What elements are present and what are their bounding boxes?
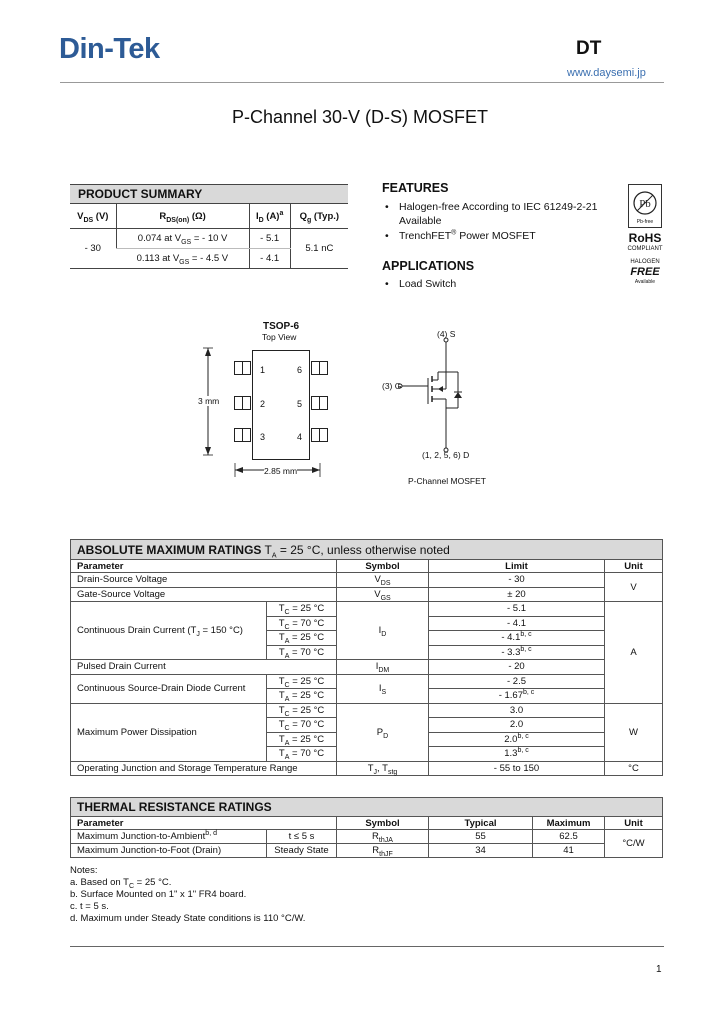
pin-label-4: 4: [297, 432, 303, 442]
limit-temperature: - 55 to 150: [429, 761, 605, 776]
th-row2-symbol: $R_{thJF}$: [337, 844, 429, 858]
th-col-typical: Typical: [429, 817, 533, 830]
param-gate-source-voltage: Gate-Source Voltage: [71, 587, 337, 602]
halogen-label: HALOGEN: [630, 259, 660, 265]
feature-trenchfet: • TrenchFET® Power MOSFET: [399, 230, 536, 242]
symbol-tj-tstg: $T_J$, $T_{stg}$: [337, 761, 429, 776]
source-pin-label: (4) S: [437, 329, 456, 339]
pin-label-6: 6: [297, 365, 303, 375]
company-logo: Din-Tek: [59, 33, 160, 65]
col-qg: $Q_g$ (Typ.): [290, 204, 348, 229]
package-width-label: 2.85 mm: [264, 466, 298, 476]
cond-pd-tc-70: $T_C = 70$ °C: [267, 718, 337, 733]
footer-divider: [70, 946, 664, 947]
limit-pd-3: 2.0$^{b, c}$: [429, 732, 605, 747]
note-c: c. t = 5 s.: [70, 901, 109, 912]
abs-max-title: ABSOLUTE MAXIMUM RATINGS $T_A = 25$ °C, unless otherwise noted: [71, 540, 663, 560]
qg-value: 5.1 nC: [290, 229, 348, 269]
symbol-vds: $V_{DS}$: [337, 573, 429, 588]
th-row2-cond: Steady State: [267, 844, 337, 858]
limit-pd-4: 1.3$^{b, c}$: [429, 747, 605, 762]
limit-id-3: - 4.1$^{b, c}$: [429, 631, 605, 646]
package-name: TSOP-6: [263, 321, 300, 332]
limit-idm: - 20: [429, 660, 605, 675]
product-summary-title: PRODUCT SUMMARY: [70, 185, 348, 204]
package-height-label: 3 mm: [198, 396, 220, 406]
unit-celsius: °C: [605, 761, 663, 776]
unit-watts: W: [605, 703, 663, 761]
symbol-id: $I_D$: [337, 602, 429, 660]
rds-row1: 0.074 at $V_{GS}$ = - 10 V: [116, 229, 249, 249]
package-view: Top View: [262, 332, 297, 342]
th-row2-param: Maximum Junction-to-Foot (Drain): [71, 844, 267, 858]
part-number: DT: [576, 38, 602, 59]
abs-col-parameter: Parameter: [71, 560, 337, 573]
application-load-switch: • Load Switch: [399, 278, 456, 290]
cond-pd-tc-25: $T_C = 25$ °C: [267, 703, 337, 718]
param-operating-temperature: Operating Junction and Storage Temperature Range: [71, 761, 337, 776]
symbol-vgs: $V_{GS}$: [337, 587, 429, 602]
th-row1-maximum: 62.5: [533, 830, 605, 844]
limit-vds: - 30: [429, 573, 605, 588]
note-b: b. Surface Mounted on 1" x 1" FR4 board.: [70, 889, 247, 900]
limit-is-2: - 1.67$^{b, c}$: [429, 689, 605, 704]
th-unit: °C/W: [605, 830, 663, 858]
gate-pin-label: (3) G: [382, 381, 402, 391]
rds-row2: 0.113 at $V_{GS}$ = - 4.5 V: [116, 249, 249, 269]
abs-col-symbol: Symbol: [337, 560, 429, 573]
mosfet-symbol: [398, 336, 478, 456]
halogen-available: Available: [634, 279, 656, 285]
thermal-resistance-table: [70, 797, 663, 858]
package-dimension-lines: [195, 345, 325, 485]
id-row1: - 5.1: [249, 229, 290, 249]
abs-col-limit: Limit: [429, 560, 605, 573]
cond-sd-tc-25: $T_C = 25$ °C: [267, 674, 337, 689]
cond-tc-70: $T_C = 70$ °C: [267, 616, 337, 631]
drain-pin-label: (1, 2, 5, 6) D: [422, 450, 470, 460]
id-row2: - 4.1: [249, 249, 290, 269]
header-divider: [60, 82, 664, 83]
col-vds: $V_{DS}$ (V): [70, 204, 116, 229]
halogen-free-label: FREE: [630, 266, 660, 278]
th-row1-typical: 55: [429, 830, 533, 844]
website-link[interactable]: www.daysemi.jp: [567, 67, 646, 79]
limit-is-1: - 2.5: [429, 674, 605, 689]
notes-heading: Notes:: [70, 865, 98, 876]
applications-heading: APPLICATIONS: [382, 259, 475, 273]
limit-pd-2: 2.0: [429, 718, 605, 733]
param-drain-source-voltage: Drain-Source Voltage: [71, 573, 337, 588]
feature-halogen-free: • Halogen-free According to IEC 61249-2-21 Available: [399, 200, 597, 228]
page-title: P-Channel 30-V (D-S) MOSFET: [231, 107, 489, 127]
limit-id-2: - 4.1: [429, 616, 605, 631]
symbol-is: $I_S$: [337, 674, 429, 703]
limit-id-4: - 3.3$^{b, c}$: [429, 645, 605, 660]
note-a: a. Based on $T_C = 25$ °C.: [70, 877, 172, 890]
param-max-power-dissipation: Maximum Power Dissipation: [71, 703, 267, 761]
th-col-symbol: Symbol: [337, 817, 429, 830]
th-row2-typical: 34: [429, 844, 533, 858]
limit-pd-1: 3.0: [429, 703, 605, 718]
features-heading: FEATURES: [382, 181, 449, 195]
cond-tc-25: $T_C = 25$ °C: [267, 602, 337, 617]
pb-free-caption: Pb-free: [636, 219, 654, 225]
pb-free-badge: [628, 184, 662, 228]
product-summary-table: [70, 184, 348, 269]
cond-sd-ta-25: $T_A = 25$ °C: [267, 689, 337, 704]
cond-pd-ta-25: $T_A = 25$ °C: [267, 732, 337, 747]
pin-label-1: 1: [260, 365, 266, 375]
pin-label-2: 2: [260, 399, 266, 409]
cond-ta-70: $T_A = 70$ °C: [267, 645, 337, 660]
col-id: $I_D$ $(A)^a$: [249, 204, 290, 229]
page-number: 1: [656, 964, 662, 975]
abs-col-unit: Unit: [605, 560, 663, 573]
absolute-max-ratings-table: [70, 539, 663, 776]
symbol-idm: $I_{DM}$: [337, 660, 429, 675]
unit-volts: V: [605, 573, 663, 602]
th-col-maximum: Maximum: [533, 817, 605, 830]
th-row1-param: Maximum Junction-to-Ambient$^{b, d}$: [71, 830, 267, 844]
th-row1-symbol: $R_{thJA}$: [337, 830, 429, 844]
param-pulsed-drain-current: Pulsed Drain Current: [71, 660, 337, 675]
thermal-title: THERMAL RESISTANCE RATINGS: [71, 798, 663, 817]
unit-amps: A: [605, 602, 663, 704]
cond-pd-ta-70: $T_A = 70$ °C: [267, 747, 337, 762]
th-row2-maximum: 41: [533, 844, 605, 858]
pin-label-5: 5: [297, 399, 303, 409]
limit-vgs: ± 20: [429, 587, 605, 602]
notes-section: [70, 865, 305, 925]
th-col-unit: Unit: [605, 817, 663, 830]
pin-label-3: 3: [260, 432, 266, 442]
mosfet-caption: P-Channel MOSFET: [408, 476, 486, 486]
vds-value: - 30: [70, 229, 116, 269]
note-d: d. Maximum under Steady State conditions is 110 °C/W.: [70, 913, 306, 924]
th-col-parameter: Parameter: [71, 817, 337, 830]
rohs-compliant: COMPLIANT: [627, 246, 663, 252]
cond-ta-25: $T_A = 25$ °C: [267, 631, 337, 646]
th-row1-cond: t ≤ 5 s: [267, 830, 337, 844]
pb-free-icon: [629, 187, 661, 219]
symbol-pd: $P_D$: [337, 703, 429, 761]
limit-id-1: - 5.1: [429, 602, 605, 617]
col-rds: $R_{DS(on)}$ (Ω): [116, 204, 249, 229]
rohs-label: RoHS: [628, 231, 662, 245]
param-continuous-drain-current: Continuous Drain Current ($T_J = 150$ °C): [71, 602, 267, 660]
param-continuous-source-drain-current: Continuous Source-Drain Diode Current: [71, 674, 267, 703]
svg-text:Pb: Pb: [639, 198, 651, 210]
